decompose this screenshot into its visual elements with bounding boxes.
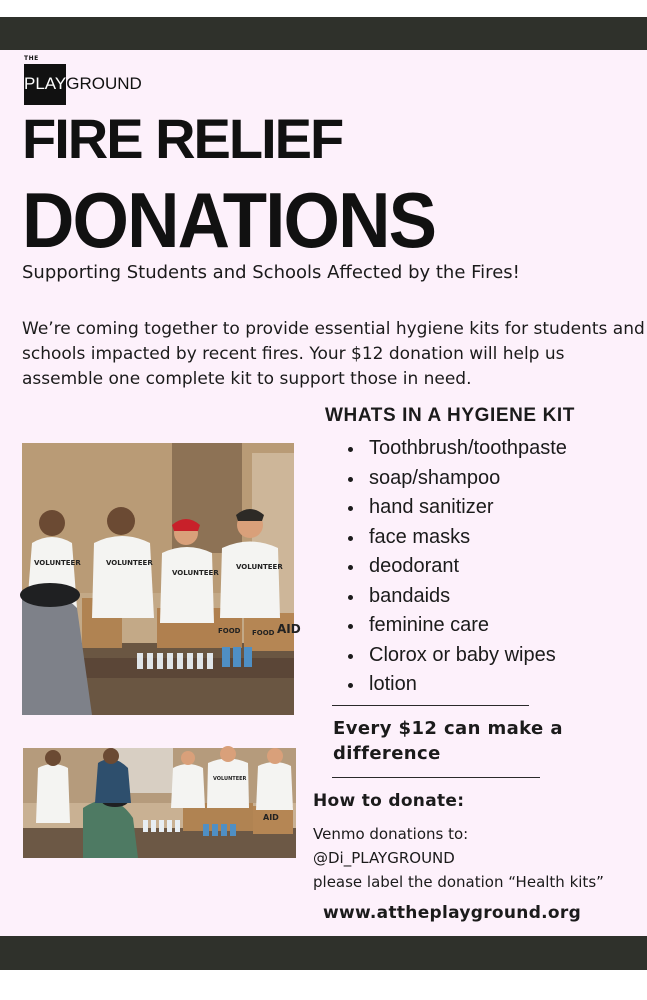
kit-item: Toothbrush/toothpaste <box>345 434 567 464</box>
photo1-volunteer-label-2: VOLUNTEER <box>106 559 153 567</box>
kit-heading: WHATS IN A HYGIENE KIT <box>325 405 575 426</box>
kit-item: soap/shampoo <box>345 464 567 494</box>
logo-ground-text: GROUND <box>66 74 142 93</box>
photo1-volunteer-label-1: VOLUNTEER <box>34 559 81 567</box>
photo1-aid-label: AID <box>277 622 301 636</box>
photo1-volunteer-label-4: VOLUNTEER <box>236 563 283 571</box>
photo1-volunteer-label-3: VOLUNTEER <box>172 569 219 577</box>
kit-item: lotion <box>345 670 567 700</box>
kit-item: bandaids <box>345 582 567 612</box>
headline-donations: DONATIONS <box>22 176 436 264</box>
logo-wordmark <box>24 74 142 94</box>
logo-the-text: THE <box>24 55 39 62</box>
volunteers-photo-secondary <box>23 748 296 858</box>
playground-logo <box>24 55 164 107</box>
volunteers-photo-main <box>22 443 301 715</box>
cta-text: Every $12 can make a difference <box>333 718 563 764</box>
kit-item: hand sanitizer <box>345 493 567 523</box>
how-to-donate-heading: How to donate: <box>313 791 465 811</box>
subtitle: Supporting Students and Schools Affected by the Fires! <box>22 262 520 283</box>
logo-play-text: PLAY <box>24 74 67 93</box>
venmo-handle: @Di_PLAYGROUND <box>313 849 455 867</box>
photo2-aid-label: AID <box>263 813 279 822</box>
kit-item: feminine care <box>345 611 567 641</box>
website-link[interactable]: www.attheplayground.org <box>323 903 582 923</box>
photo1-food-label-1: FOOD <box>218 627 241 635</box>
divider-lower <box>332 777 540 778</box>
bottom-frame-bar <box>0 936 647 970</box>
kit-item: face masks <box>345 523 567 553</box>
venmo-line: Venmo donations to: <box>313 825 469 843</box>
kit-item: deodorant <box>345 552 567 582</box>
kit-item: Clorox or baby wipes <box>345 641 567 671</box>
intro-paragraph: We’re coming together to provide essential hygiene kits for students and schools impacted by recent fires. Your $12 donation will help us assemble one complete kit to support those in need. <box>22 319 645 389</box>
photo2-volunteer-label: VOLUNTEER <box>213 776 247 782</box>
top-frame-bar <box>0 17 647 50</box>
divider-upper <box>332 705 529 706</box>
photo1-food-label-2: FOOD <box>252 629 275 637</box>
donation-label-note: please label the donation “Health kits” <box>313 873 604 891</box>
headline-fire-relief: FIRE RELIEF <box>22 107 343 170</box>
kit-list <box>345 434 567 700</box>
